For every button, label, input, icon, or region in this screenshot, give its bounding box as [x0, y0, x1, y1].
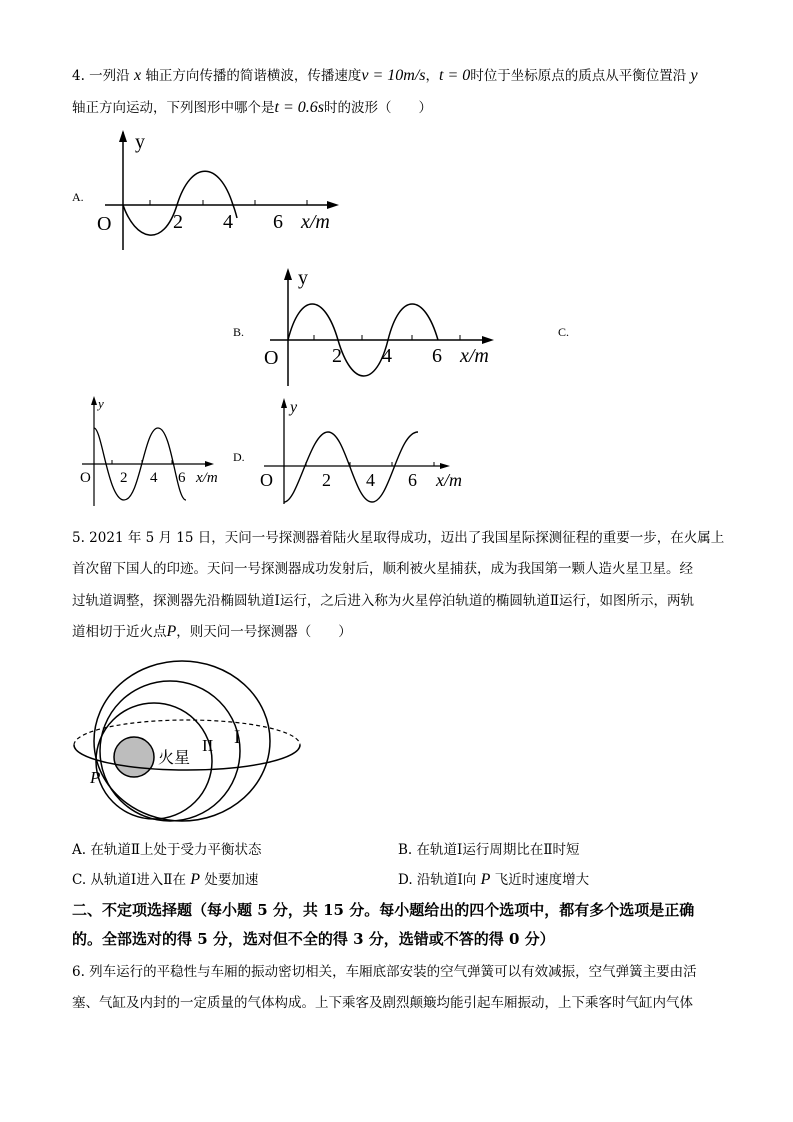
mars-label: 火星 [158, 748, 191, 767]
graph-d-tick-6: 6 [408, 470, 417, 490]
graph-c-tick-4: 4 [150, 470, 158, 486]
q5-option-d: D. 沿轨道Ⅰ向 P 飞近时速度增大 [398, 871, 590, 888]
q5-option-c: C. 从轨道Ⅰ进入Ⅱ在 P 处要加速 [72, 871, 259, 888]
q6-line-2: 塞、气缸及内封的一定质量的气体构成。上下乘客及剧烈颠簸均能引起车厢振动，上下乘客时气缸内气体 [72, 995, 693, 1011]
graph-a-tick-2: 2 [173, 211, 183, 233]
graph-b-origin: O [264, 347, 279, 369]
q5-line-4: 道相切于近火点P，则天问一号探测器（ ） [72, 623, 352, 640]
graph-c-tick-6: 6 [178, 470, 186, 486]
q5-option-a: A. 在轨道Ⅱ上处于受力平衡状态 [72, 842, 262, 858]
graph-b-tick-6: 6 [432, 345, 442, 367]
orbit-1-label: I [234, 727, 241, 748]
graph-a-tick-6: 6 [273, 211, 283, 233]
graph-c-y-label: y [98, 396, 104, 411]
q4-line-1: 4. 一列沿 x 轴正方向传播的简谐横波，传播速度v = 10m/s，t = 0时位于坐标原点的质点从平衡位置沿 y [72, 67, 698, 84]
option-a-label: A. [72, 190, 84, 204]
graph-d-y-label: y [290, 399, 298, 416]
option-d-label: D. [233, 450, 245, 464]
graph-b-tick-4: 4 [382, 345, 392, 367]
section-2-heading-line-2: 的。全部选对的得 5 分，选对但不全的得 3 分，选错或不答的得 0 分） [72, 930, 555, 948]
point-p-label: P [90, 768, 101, 787]
graph-d-tick-4: 4 [366, 470, 375, 490]
q5-line-1: 5. 2021 年 5 月 15 日，天问一号探测器着陆火星取得成功，迈出了我国星际探测征程的重要一步，在火属上 [72, 530, 725, 546]
graph-c [78, 396, 228, 508]
graph-a-x-label: x/m [301, 211, 330, 233]
q4-line-2: 轴正方向运动，下列图形中哪个是t = 0.6s时的波形（ ） [72, 99, 432, 116]
q5-line-3: 过轨道调整，探测器先沿椭圆轨道Ⅰ运行，之后进入称为火星停泊轨道的椭圆轨道Ⅱ运行，如图所示，两轨 [72, 593, 695, 609]
graph-c-x-label: x/m [196, 470, 218, 486]
graph-d [258, 398, 478, 506]
graph-b [262, 268, 512, 390]
orbit-2-label: II [202, 736, 214, 755]
graph-c-tick-2: 2 [120, 470, 128, 486]
graph-d-tick-2: 2 [322, 470, 331, 490]
q5-option-b: B. 在轨道Ⅰ运行周期比在Ⅱ时短 [398, 842, 580, 858]
graph-b-x-label: x/m [460, 345, 489, 367]
option-c-label: C. [558, 325, 570, 339]
q6-line-1: 6. 列车运行的平稳性与车厢的振动密切相关，车厢底部安装的空气弹簧可以有效减振，空气弹簧主要由活 [72, 964, 697, 980]
q5-line-2: 首次留下国人的印迹。天问一号探测器成功发射后，顺利被火星捕获，成为我国第一颗人造火星卫星。经 [72, 561, 693, 577]
graph-c-origin: O [80, 470, 91, 486]
graph-a-origin: O [97, 213, 112, 235]
graph-b-y-label: y [298, 267, 308, 289]
graph-a-tick-4: 4 [223, 211, 233, 233]
graph-a [95, 130, 355, 260]
graph-b-tick-2: 2 [332, 345, 342, 367]
graph-a-y-label: y [135, 131, 145, 153]
graph-d-x-label: x/m [436, 470, 462, 490]
graph-d-origin: O [260, 470, 273, 490]
orbit-diagram [70, 655, 310, 825]
section-2-heading-line-1: 二、不定项选择题（每小题 5 分，共 15 分。每小题给出的四个选项中，都有多个选项是正确 [72, 901, 695, 919]
option-b-label: B. [233, 325, 245, 339]
